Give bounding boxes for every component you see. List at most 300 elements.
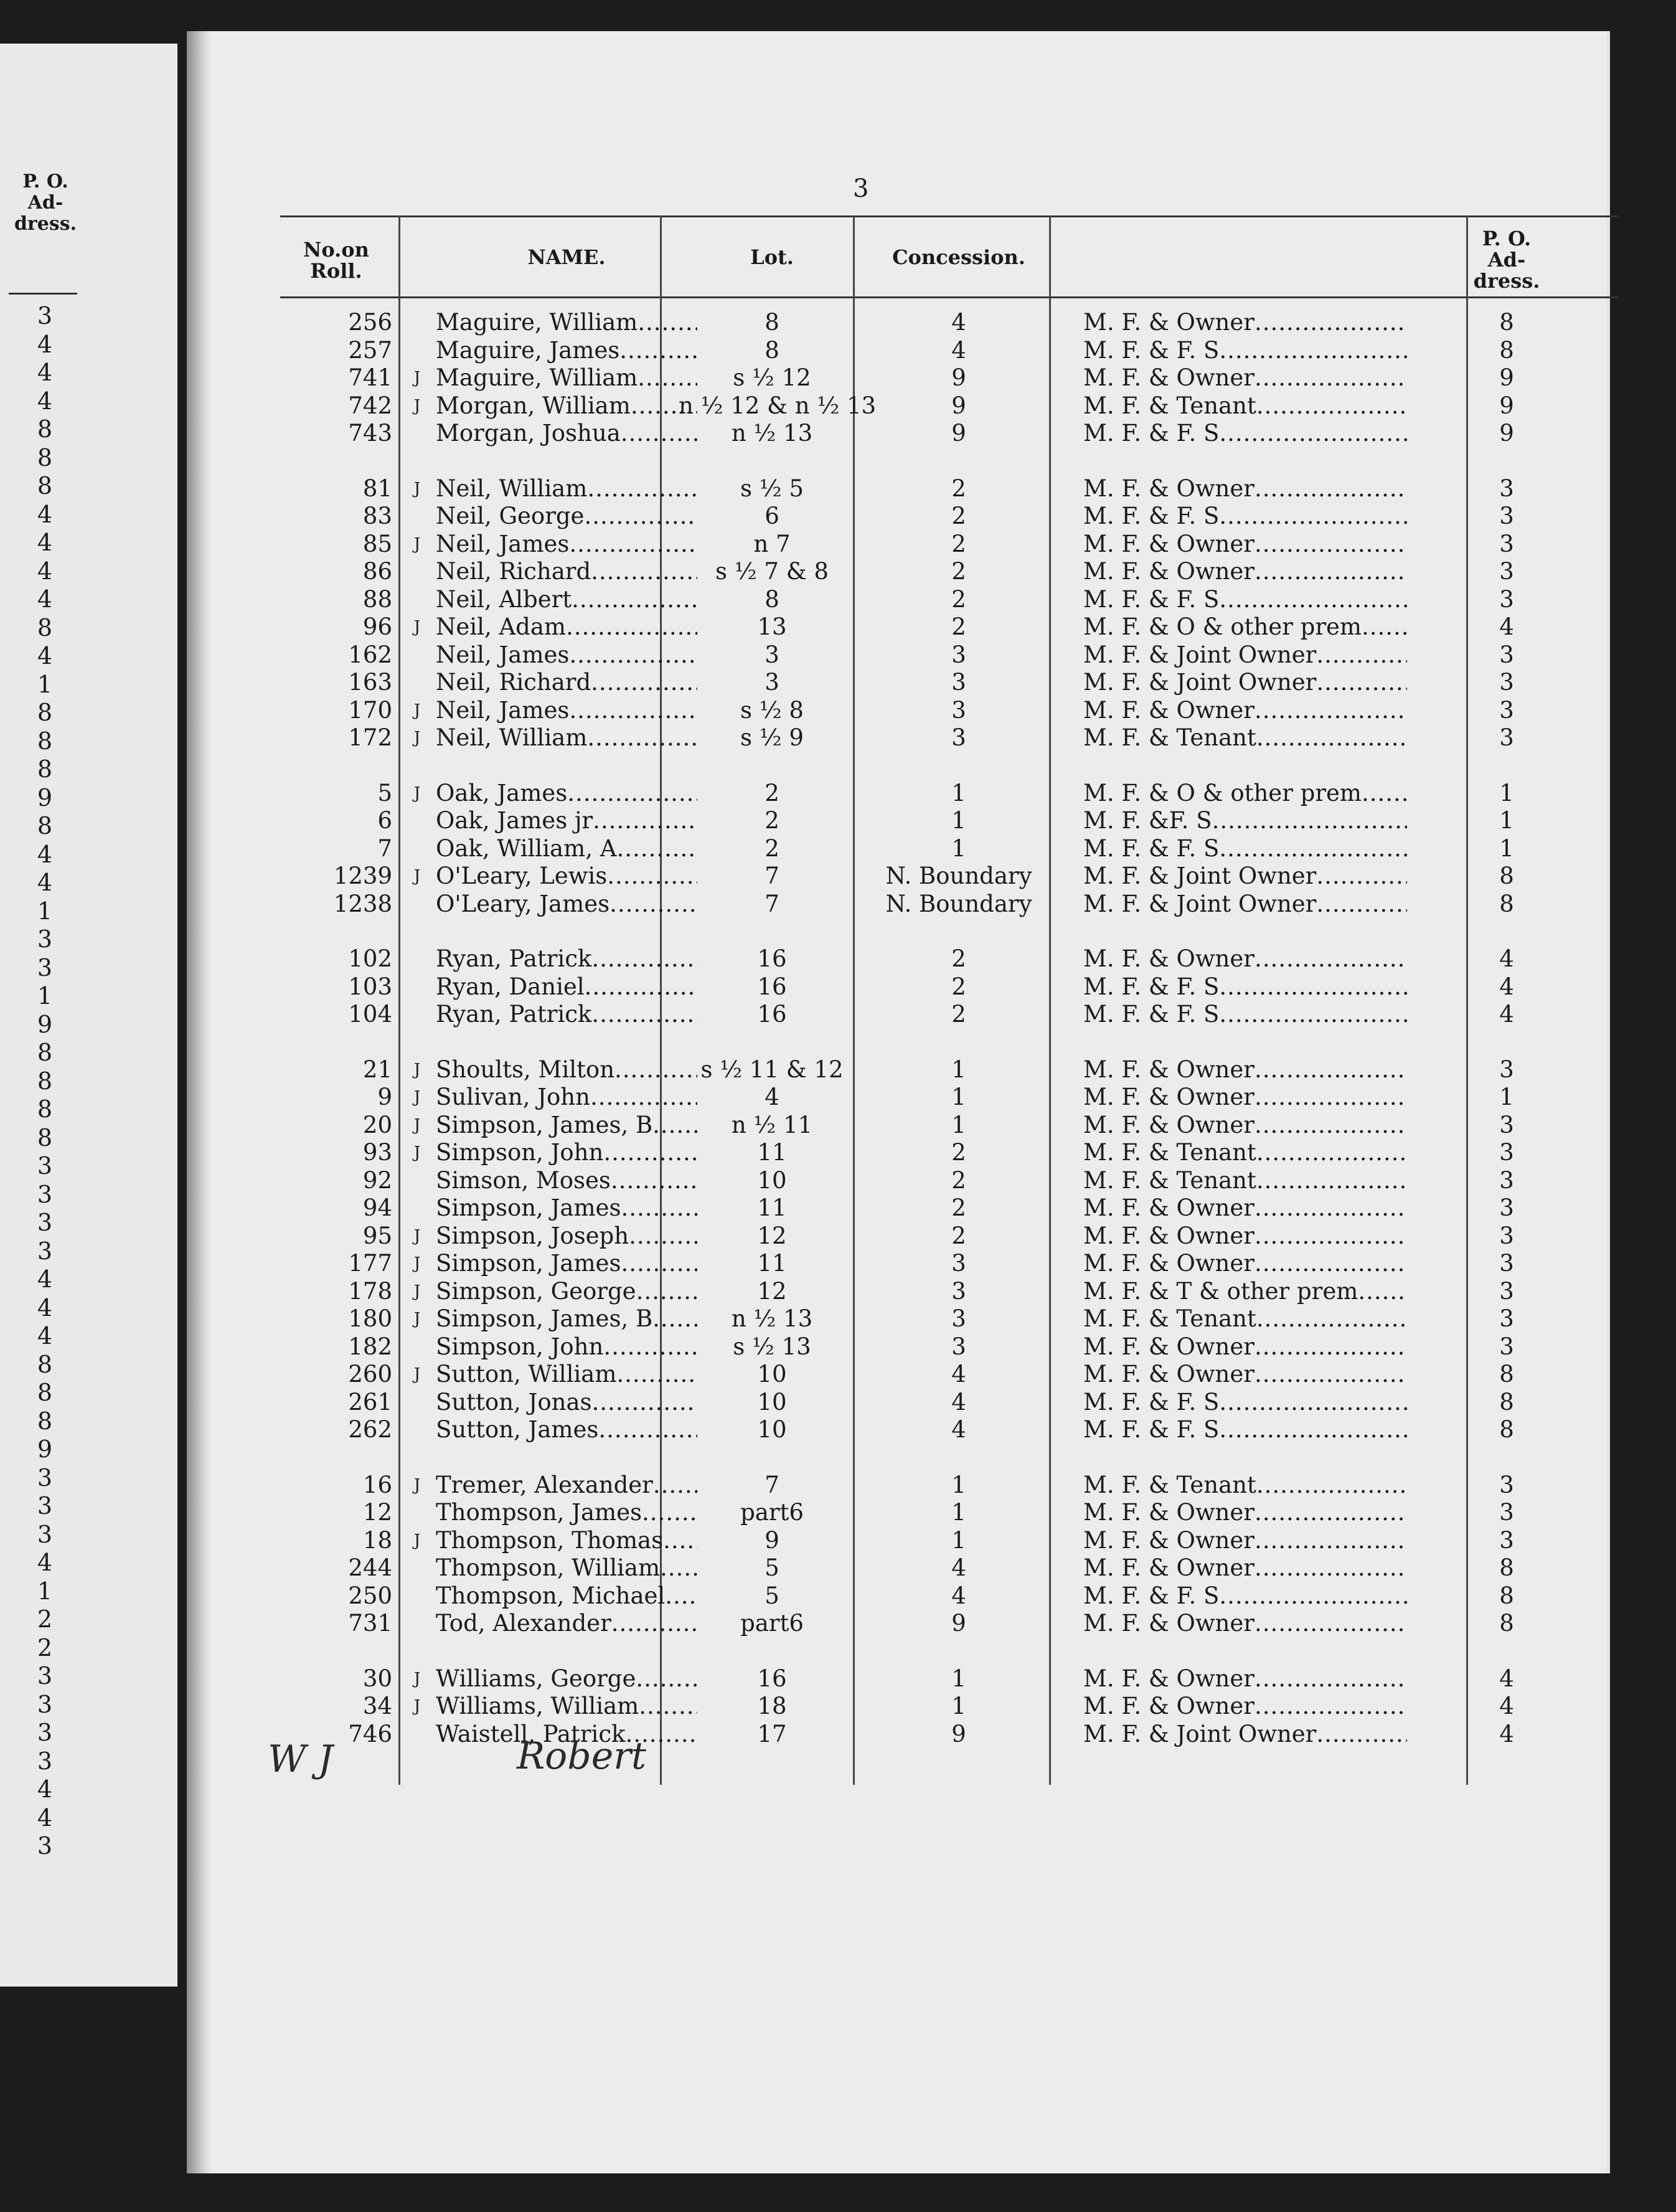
roll-number: 86 bbox=[362, 558, 392, 585]
lot-value: 16 bbox=[757, 973, 787, 1000]
left-po-value: 3 bbox=[37, 302, 53, 329]
roll-number: 262 bbox=[348, 1416, 392, 1443]
table-row bbox=[280, 337, 1619, 364]
roll-number: 5 bbox=[377, 779, 392, 806]
lot-value: 12 bbox=[757, 1222, 787, 1249]
occupancy-status: M. F. & Owner ..... bbox=[1083, 1361, 1407, 1388]
roll-number: 257 bbox=[348, 336, 392, 364]
table-row bbox=[280, 724, 1619, 752]
header-po-line: Ad- bbox=[1487, 248, 1526, 272]
po-address: 3 bbox=[1499, 1471, 1514, 1498]
lot-value: 12 bbox=[757, 1277, 787, 1305]
owner-name: Sutton, Jonas ..... bbox=[436, 1389, 697, 1416]
po-address: 3 bbox=[1499, 1194, 1514, 1221]
concession-value: 4 bbox=[951, 1388, 966, 1416]
juror-mark: J bbox=[413, 1226, 421, 1245]
table-row bbox=[280, 1139, 1619, 1166]
concession-value: 1 bbox=[951, 1471, 966, 1498]
lot-value: 6 bbox=[765, 503, 779, 529]
roll-number: 178 bbox=[348, 1277, 392, 1305]
concession-value: 2 bbox=[951, 530, 966, 557]
occupancy-status: M. F. & Joint Owner ..... bbox=[1083, 863, 1407, 890]
occupancy-status: M. F. & F. S ..... bbox=[1083, 1001, 1407, 1028]
table-row bbox=[280, 807, 1619, 834]
po-address: 3 bbox=[1499, 1056, 1514, 1083]
left-po-value: 2 bbox=[37, 1633, 53, 1661]
table-row bbox=[280, 1278, 1619, 1305]
roll-number: 104 bbox=[348, 1001, 392, 1028]
lot-value: 5 bbox=[765, 1582, 779, 1609]
left-po-value: 3 bbox=[37, 1152, 53, 1179]
concession-value: 2 bbox=[951, 558, 966, 585]
concession-value: N. Boundary bbox=[885, 890, 1032, 917]
left-po-value: 3 bbox=[37, 1832, 53, 1860]
roll-number: 250 bbox=[348, 1582, 392, 1609]
owner-name: Thompson, William ..... bbox=[436, 1554, 697, 1582]
left-po-value: 2 bbox=[37, 1605, 53, 1633]
po-address: 1 bbox=[1499, 779, 1514, 806]
occupancy-status: M. F. & F. S ..... bbox=[1083, 503, 1407, 530]
occupancy-status: M. F. & F. S ..... bbox=[1083, 835, 1407, 863]
po-address: 8 bbox=[1499, 1610, 1514, 1637]
roll-number: 9 bbox=[377, 1084, 392, 1110]
po-address: 3 bbox=[1499, 1277, 1514, 1305]
occupancy-status: M. F. & F. S ..... bbox=[1083, 1582, 1407, 1610]
owner-name: Simpson, George ..... bbox=[436, 1278, 697, 1305]
table-row bbox=[280, 558, 1619, 585]
lot-value: 10 bbox=[757, 1361, 787, 1387]
lot-value: 11 bbox=[757, 1194, 787, 1221]
lot-value: 10 bbox=[757, 1166, 787, 1194]
left-po-value: 8 bbox=[37, 812, 53, 839]
roll-number: 162 bbox=[348, 641, 392, 668]
left-po-value: 4 bbox=[37, 642, 53, 669]
occupancy-status: M. F. & F. S ..... bbox=[1083, 337, 1407, 364]
po-address: 8 bbox=[1499, 863, 1514, 889]
roll-number: 746 bbox=[348, 1720, 392, 1747]
roll-number: 6 bbox=[377, 807, 392, 834]
po-address: 3 bbox=[1499, 641, 1514, 668]
occupancy-status: M. F. & F. S ..... bbox=[1083, 420, 1407, 447]
table-row bbox=[280, 697, 1619, 724]
occupancy-status: M. F. & T & other prem ..... bbox=[1083, 1278, 1407, 1305]
lot-value: 8 bbox=[765, 336, 779, 364]
left-po-value: 4 bbox=[37, 869, 53, 896]
concession-value: N. Boundary bbox=[885, 863, 1032, 889]
po-address: 8 bbox=[1499, 1361, 1514, 1387]
po-address: 4 bbox=[1499, 945, 1514, 972]
juror-mark: J bbox=[413, 396, 421, 415]
left-po-value: 4 bbox=[37, 359, 53, 386]
occupancy-status: M. F. & Joint Owner ..... bbox=[1083, 641, 1407, 669]
owner-name: Simpson, James ..... bbox=[436, 1250, 697, 1277]
occupancy-status: M. F. & F. S ..... bbox=[1083, 1389, 1407, 1416]
occupancy-status: M. F. & Owner ..... bbox=[1083, 1554, 1407, 1582]
table-row bbox=[280, 863, 1619, 890]
roll-number: 741 bbox=[348, 364, 392, 391]
concession-value: 1 bbox=[951, 1111, 966, 1138]
po-address: 8 bbox=[1499, 336, 1514, 364]
roll-number: 260 bbox=[348, 1361, 392, 1387]
juror-mark: J bbox=[413, 867, 421, 886]
handwritten-name-correction: Robert bbox=[517, 1734, 647, 1778]
table-row bbox=[280, 1333, 1619, 1361]
owner-name: Thompson, Michael ..... bbox=[436, 1582, 697, 1610]
roll-number: 85 bbox=[362, 530, 392, 557]
lot-value: s ½ 11 & 12 bbox=[700, 1056, 844, 1083]
table-row bbox=[280, 364, 1619, 392]
left-po-value: 3 bbox=[37, 1662, 53, 1690]
owner-name: Thompson, Thomas ..... bbox=[436, 1527, 697, 1554]
left-po-value: 3 bbox=[37, 953, 53, 981]
left-po-value: 4 bbox=[37, 500, 53, 528]
roll-number: 170 bbox=[348, 696, 392, 724]
lot-value: 11 bbox=[757, 1139, 787, 1166]
left-po-value: 4 bbox=[37, 585, 53, 613]
header-bottom-rule bbox=[280, 296, 1619, 298]
juror-mark: J bbox=[413, 1475, 421, 1495]
concession-value: 2 bbox=[951, 1001, 966, 1028]
table-row bbox=[280, 1194, 1619, 1222]
owner-name: Maguire, William ..... bbox=[436, 364, 697, 392]
occupancy-status: M. F. & Tenant ..... bbox=[1083, 392, 1407, 420]
concession-value: 1 bbox=[951, 1693, 966, 1719]
po-address: 3 bbox=[1499, 1166, 1514, 1194]
page-number: 3 bbox=[853, 174, 869, 203]
table-top-rule bbox=[280, 215, 1619, 217]
po-address: 4 bbox=[1499, 1693, 1514, 1719]
owner-name: Simpson, John ..... bbox=[436, 1333, 697, 1361]
left-po-value: 4 bbox=[37, 1293, 53, 1321]
table-row bbox=[280, 669, 1619, 696]
roll-number: 102 bbox=[348, 945, 392, 972]
roll-number: 34 bbox=[362, 1693, 392, 1719]
lot-value: 18 bbox=[757, 1693, 787, 1719]
table-row bbox=[280, 1416, 1619, 1444]
roll-number: 18 bbox=[362, 1526, 392, 1554]
concession-value: 1 bbox=[951, 1499, 966, 1526]
lot-value: 8 bbox=[765, 309, 779, 336]
roll-number: 83 bbox=[362, 503, 392, 529]
table-row bbox=[280, 1554, 1619, 1582]
po-address: 4 bbox=[1499, 973, 1514, 1000]
table-row bbox=[280, 531, 1619, 558]
table-row bbox=[280, 1472, 1619, 1499]
roll-number: 93 bbox=[362, 1139, 392, 1166]
lot-value: s ½ 5 bbox=[740, 475, 804, 502]
concession-value: 2 bbox=[951, 1222, 966, 1249]
occupancy-status: M. F. & Tenant ..... bbox=[1083, 1167, 1407, 1194]
po-address: 3 bbox=[1499, 724, 1514, 751]
owner-name: Maguire, William ..... bbox=[436, 309, 697, 336]
po-address: 3 bbox=[1499, 1111, 1514, 1138]
table-row bbox=[280, 835, 1619, 863]
table-row bbox=[280, 641, 1619, 669]
owner-name: Williams, George ..... bbox=[436, 1665, 697, 1693]
lot-value: part6 bbox=[740, 1610, 804, 1637]
po-address: 4 bbox=[1499, 1001, 1514, 1028]
roll-number: 182 bbox=[348, 1333, 392, 1360]
left-po-value: 4 bbox=[37, 1549, 53, 1576]
adjacent-page-strip bbox=[0, 44, 177, 1987]
table-row bbox=[280, 1582, 1619, 1610]
juror-mark: J bbox=[413, 1282, 421, 1301]
occupancy-status: M. F. & Tenant ..... bbox=[1083, 724, 1407, 752]
roll-number: 81 bbox=[362, 475, 392, 502]
left-po-value: 3 bbox=[37, 1719, 53, 1746]
table-row bbox=[280, 1167, 1619, 1194]
owner-name: O'Leary, James ..... bbox=[436, 891, 697, 918]
table-row bbox=[280, 1610, 1619, 1637]
lot-value: 4 bbox=[765, 1084, 779, 1110]
juror-mark: J bbox=[413, 1310, 421, 1328]
concession-value: 3 bbox=[951, 641, 966, 668]
table-row bbox=[280, 973, 1619, 1001]
lot-value: 10 bbox=[757, 1416, 787, 1443]
register-page bbox=[187, 31, 1610, 2173]
po-address: 3 bbox=[1499, 1222, 1514, 1249]
left-po-value: 8 bbox=[37, 613, 53, 641]
left-po-value: 3 bbox=[37, 1520, 53, 1548]
left-po-value: 3 bbox=[37, 925, 53, 953]
po-address: 3 bbox=[1499, 1139, 1514, 1166]
occupancy-status: M. F. & Owner ..... bbox=[1083, 945, 1407, 973]
occupancy-status: M. F. & Owner ..... bbox=[1083, 475, 1407, 503]
owner-name: Oak, James ..... bbox=[436, 780, 697, 807]
owner-name: Tod, Alexander ..... bbox=[436, 1610, 697, 1637]
roll-number: 256 bbox=[348, 309, 392, 336]
lot-value: part6 bbox=[740, 1499, 804, 1526]
juror-mark: J bbox=[413, 1060, 421, 1079]
owner-name: Neil, Albert ..... bbox=[436, 586, 697, 613]
lot-value: 16 bbox=[757, 1001, 787, 1028]
roll-number: 1238 bbox=[333, 890, 392, 917]
juror-mark: J bbox=[413, 1254, 421, 1273]
owner-name: Neil, James ..... bbox=[436, 641, 697, 669]
left-po-value: 8 bbox=[37, 699, 53, 726]
owner-name: Ryan, Patrick ..... bbox=[436, 945, 697, 973]
left-po-value: 3 bbox=[37, 1690, 53, 1718]
left-po-value: 8 bbox=[37, 1350, 53, 1378]
table-row bbox=[280, 1222, 1619, 1250]
concession-value: 9 bbox=[951, 1720, 966, 1747]
occupancy-status: M. F. & Owner ..... bbox=[1083, 1693, 1407, 1720]
concession-value: 2 bbox=[951, 1166, 966, 1194]
occupancy-status: M. F. & Owner ..... bbox=[1083, 309, 1407, 336]
left-po-value: 9 bbox=[37, 1435, 53, 1463]
owner-name: Simpson, Joseph ..... bbox=[436, 1222, 697, 1250]
left-header-rule bbox=[9, 293, 77, 295]
po-address: 3 bbox=[1499, 475, 1514, 502]
left-po-value: 3 bbox=[37, 1209, 53, 1236]
owner-name: Maguire, James ..... bbox=[436, 337, 697, 364]
po-address: 4 bbox=[1499, 1720, 1514, 1747]
concession-value: 4 bbox=[951, 1416, 966, 1443]
po-address: 8 bbox=[1499, 1582, 1514, 1609]
left-header-line: P. O. bbox=[22, 171, 68, 192]
juror-mark: J bbox=[413, 1531, 421, 1550]
occupancy-status: M. F. & F. S ..... bbox=[1083, 973, 1407, 1001]
left-po-header bbox=[11, 171, 80, 235]
lot-value: n 7 bbox=[753, 530, 791, 557]
concession-value: 2 bbox=[951, 503, 966, 529]
po-address: 1 bbox=[1499, 1084, 1514, 1110]
lot-value: 7 bbox=[765, 1471, 779, 1498]
owner-name: Williams, William ..... bbox=[436, 1693, 697, 1720]
roll-number: 30 bbox=[362, 1665, 392, 1692]
roll-number: 1239 bbox=[333, 863, 392, 889]
juror-mark: J bbox=[413, 618, 421, 636]
header-name: NAME. bbox=[527, 245, 606, 269]
concession-value: 1 bbox=[951, 1084, 966, 1110]
po-address: 8 bbox=[1499, 1554, 1514, 1581]
left-po-value: 4 bbox=[37, 387, 53, 415]
roll-number: 95 bbox=[362, 1222, 392, 1249]
header-lot: Lot. bbox=[750, 245, 794, 269]
concession-value: 2 bbox=[951, 475, 966, 502]
po-address: 3 bbox=[1499, 1499, 1514, 1526]
occupancy-status: M. F. & Owner ..... bbox=[1083, 1084, 1407, 1111]
occupancy-status: M. F. & Owner ..... bbox=[1083, 1333, 1407, 1361]
roll-number: 96 bbox=[362, 613, 392, 640]
left-po-value: 4 bbox=[37, 1803, 53, 1832]
table-row bbox=[280, 586, 1619, 613]
lot-value: 16 bbox=[757, 945, 787, 972]
occupancy-status: M. F. & Owner ..... bbox=[1083, 364, 1407, 392]
po-address: 8 bbox=[1499, 1416, 1514, 1443]
roll-number: 172 bbox=[348, 724, 392, 751]
po-address: 8 bbox=[1499, 890, 1514, 917]
concession-value: 2 bbox=[951, 613, 966, 640]
concession-value: 2 bbox=[951, 585, 966, 613]
po-address: 8 bbox=[1499, 1388, 1514, 1416]
handwritten-initials: W J bbox=[268, 1737, 333, 1781]
concession-value: 3 bbox=[951, 1277, 966, 1305]
table-row bbox=[280, 1665, 1619, 1693]
occupancy-status: M. F. & Joint Owner ..... bbox=[1083, 891, 1407, 918]
po-address: 9 bbox=[1499, 420, 1514, 447]
header-po-line: dress. bbox=[1473, 269, 1540, 293]
occupancy-status: M. F. & Owner ..... bbox=[1083, 558, 1407, 585]
owner-name: Neil, James ..... bbox=[436, 531, 697, 558]
concession-value: 1 bbox=[951, 779, 966, 806]
table-row bbox=[280, 1527, 1619, 1554]
po-address: 3 bbox=[1499, 558, 1514, 585]
roll-number: 20 bbox=[362, 1111, 392, 1138]
occupancy-status: M. F. & Joint Owner ..... bbox=[1083, 1721, 1407, 1748]
left-po-value: 9 bbox=[37, 783, 53, 811]
lot-value: 7 bbox=[765, 863, 779, 889]
lot-value: 17 bbox=[757, 1720, 787, 1747]
po-address: 3 bbox=[1499, 1250, 1514, 1277]
concession-value: 2 bbox=[951, 1194, 966, 1221]
header-roll bbox=[293, 239, 380, 281]
roll-number: 16 bbox=[362, 1471, 392, 1498]
occupancy-status: M. F. & F. S ..... bbox=[1083, 586, 1407, 613]
table-row bbox=[280, 1084, 1619, 1111]
left-po-value: 4 bbox=[37, 529, 53, 556]
po-address: 3 bbox=[1499, 1333, 1514, 1360]
occupancy-status: M. F. & O & other prem ..... bbox=[1083, 613, 1407, 641]
table-row bbox=[280, 392, 1619, 420]
po-address: 3 bbox=[1499, 503, 1514, 529]
occupancy-status: M. F. & Owner ..... bbox=[1083, 1112, 1407, 1139]
left-po-value: 3 bbox=[37, 1237, 53, 1265]
owner-name: Neil, Richard ..... bbox=[436, 669, 697, 696]
lot-value: n ½ 13 bbox=[731, 1305, 813, 1332]
owner-name: Waistell, Patrick ..... bbox=[436, 1721, 697, 1748]
owner-name: Thompson, James ..... bbox=[436, 1499, 697, 1526]
roll-number: 94 bbox=[362, 1194, 392, 1221]
owner-name: Sulivan, John ..... bbox=[436, 1084, 697, 1111]
juror-mark: J bbox=[413, 369, 421, 387]
table-row bbox=[280, 1361, 1619, 1388]
table-row bbox=[280, 1056, 1619, 1084]
owner-name: Simpson, James, B ..... bbox=[436, 1305, 697, 1333]
roll-number: 21 bbox=[362, 1056, 392, 1083]
left-po-value: 8 bbox=[37, 1379, 53, 1406]
left-po-value: 8 bbox=[37, 727, 53, 755]
po-address: 9 bbox=[1499, 392, 1514, 419]
lot-value: s ½ 7 & 8 bbox=[715, 558, 829, 585]
table-row bbox=[280, 309, 1619, 336]
occupancy-status: M. F. & Tenant ..... bbox=[1083, 1472, 1407, 1499]
table-row bbox=[280, 420, 1619, 447]
owner-name: Simpson, James, B ..... bbox=[436, 1112, 697, 1139]
owner-name: Simpson, John ..... bbox=[436, 1139, 697, 1166]
left-po-value: 8 bbox=[37, 1407, 53, 1435]
po-address: 3 bbox=[1499, 585, 1514, 613]
concession-value: 3 bbox=[951, 696, 966, 724]
concession-value: 4 bbox=[951, 309, 966, 336]
table-row bbox=[280, 780, 1619, 807]
juror-mark: J bbox=[413, 1088, 421, 1107]
po-address: 8 bbox=[1499, 309, 1514, 336]
lot-value: n ½ 11 bbox=[731, 1111, 813, 1138]
concession-value: 3 bbox=[951, 1250, 966, 1277]
owner-name: Neil, William ..... bbox=[436, 475, 697, 503]
occupancy-status: M. F. & Owner ..... bbox=[1083, 1610, 1407, 1637]
left-po-value: 8 bbox=[37, 1095, 53, 1123]
table-row bbox=[280, 1499, 1619, 1526]
concession-value: 9 bbox=[951, 1610, 966, 1637]
owner-name: Simpson, James ..... bbox=[436, 1194, 697, 1222]
left-po-value: 1 bbox=[37, 670, 53, 698]
occupancy-status: M. F. & Owner ..... bbox=[1083, 1222, 1407, 1250]
roll-number: 163 bbox=[348, 669, 392, 696]
juror-mark: J bbox=[413, 1365, 421, 1384]
table-row bbox=[280, 1250, 1619, 1277]
concession-value: 3 bbox=[951, 669, 966, 696]
occupancy-status: M. F. & Owner ..... bbox=[1083, 1194, 1407, 1222]
roll-number: 180 bbox=[348, 1305, 392, 1332]
lot-value: 2 bbox=[765, 834, 779, 862]
concession-value: 4 bbox=[951, 1361, 966, 1387]
left-po-value: 8 bbox=[37, 1039, 53, 1066]
table-row bbox=[280, 891, 1619, 918]
po-address: 3 bbox=[1499, 1526, 1514, 1554]
left-po-value: 4 bbox=[37, 1322, 53, 1349]
po-address: 4 bbox=[1499, 613, 1514, 640]
occupancy-status: M. F. & Owner ..... bbox=[1083, 1665, 1407, 1693]
occupancy-status: M. F. &F. S ..... bbox=[1083, 807, 1407, 834]
left-header-line: Ad- bbox=[27, 192, 64, 214]
concession-value: 2 bbox=[951, 973, 966, 1000]
lot-value: 2 bbox=[765, 779, 779, 806]
roll-number: 743 bbox=[348, 420, 392, 447]
po-address: 3 bbox=[1499, 530, 1514, 557]
concession-value: 9 bbox=[951, 420, 966, 447]
